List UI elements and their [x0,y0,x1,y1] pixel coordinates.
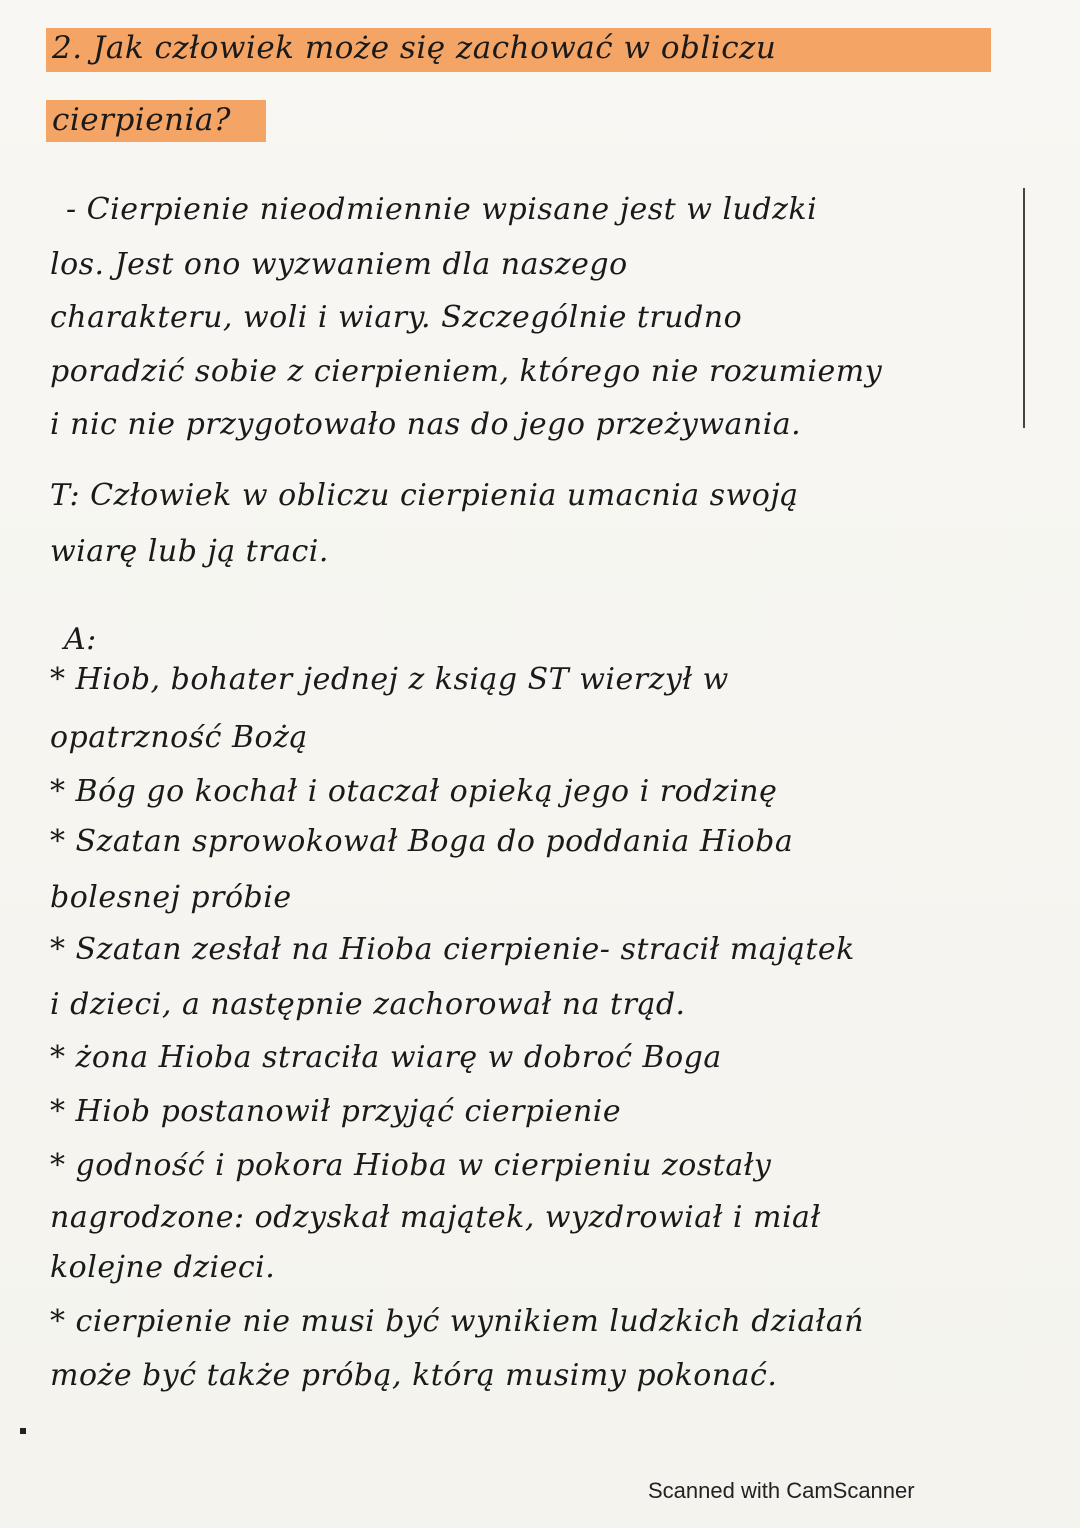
camscanner-watermark: Scanned with CamScanner [648,1478,915,1503]
title-line-2: cierpienia? [52,102,232,138]
argument-line-13: * cierpienie nie musi być wynikiem ludzkich działań [50,1304,865,1339]
title-line-1: 2. Jak człowiek może się zachować w obliczu [52,30,777,66]
body-line-3: charakteru, woli i wiary. Szczególnie trudno [50,300,743,335]
body-line-4: poradzić sobie z cierpieniem, którego nie rozumiemy [50,354,883,389]
argument-line-11: nagrodzone: odzyskał majątek, wyzdrowiał i miał [50,1200,821,1235]
margin-bracket [1023,188,1025,428]
argument-line-2: opatrzność Bożą [50,720,308,755]
argument-line-1: * Hiob, bohater jednej z ksiąg ST wierzył w [50,662,729,697]
body-line-1: - Cierpienie nieodmiennie wpisane jest w ludzki [66,192,818,227]
argument-label: A: [64,622,97,657]
argument-line-6: * Szatan zesłał na Hioba cierpienie- stracił majątek [50,932,855,967]
argument-line-7: i dzieci, a następnie zachorował na trąd. [50,987,686,1022]
argument-line-8: * żona Hioba straciła wiarę w dobroć Boga [50,1040,722,1075]
thesis-line-1: T: Człowiek w obliczu cierpienia umacnia swoją [50,478,799,513]
margin-dot [20,1428,26,1434]
argument-line-12: kolejne dzieci. [50,1250,276,1285]
argument-line-14: może być także próbą, którą musimy pokonać. [50,1358,778,1393]
argument-line-9: * Hiob postanowił przyjąć cierpienie [50,1094,622,1129]
argument-line-5: bolesnej próbie [50,880,292,915]
argument-line-3: * Bóg go kochał i otaczał opieką jego i rodzinę [50,774,778,809]
argument-line-4: * Szatan sprowokował Boga do poddania Hioba [50,824,794,859]
body-line-5: i nic nie przygotowało nas do jego przeżywania. [50,407,802,442]
body-line-2: los. Jest ono wyzwaniem dla naszego [50,247,628,282]
thesis-line-2: wiarę lub ją traci. [50,534,329,569]
argument-line-10: * godność i pokora Hioba w cierpieniu zostały [50,1148,772,1183]
